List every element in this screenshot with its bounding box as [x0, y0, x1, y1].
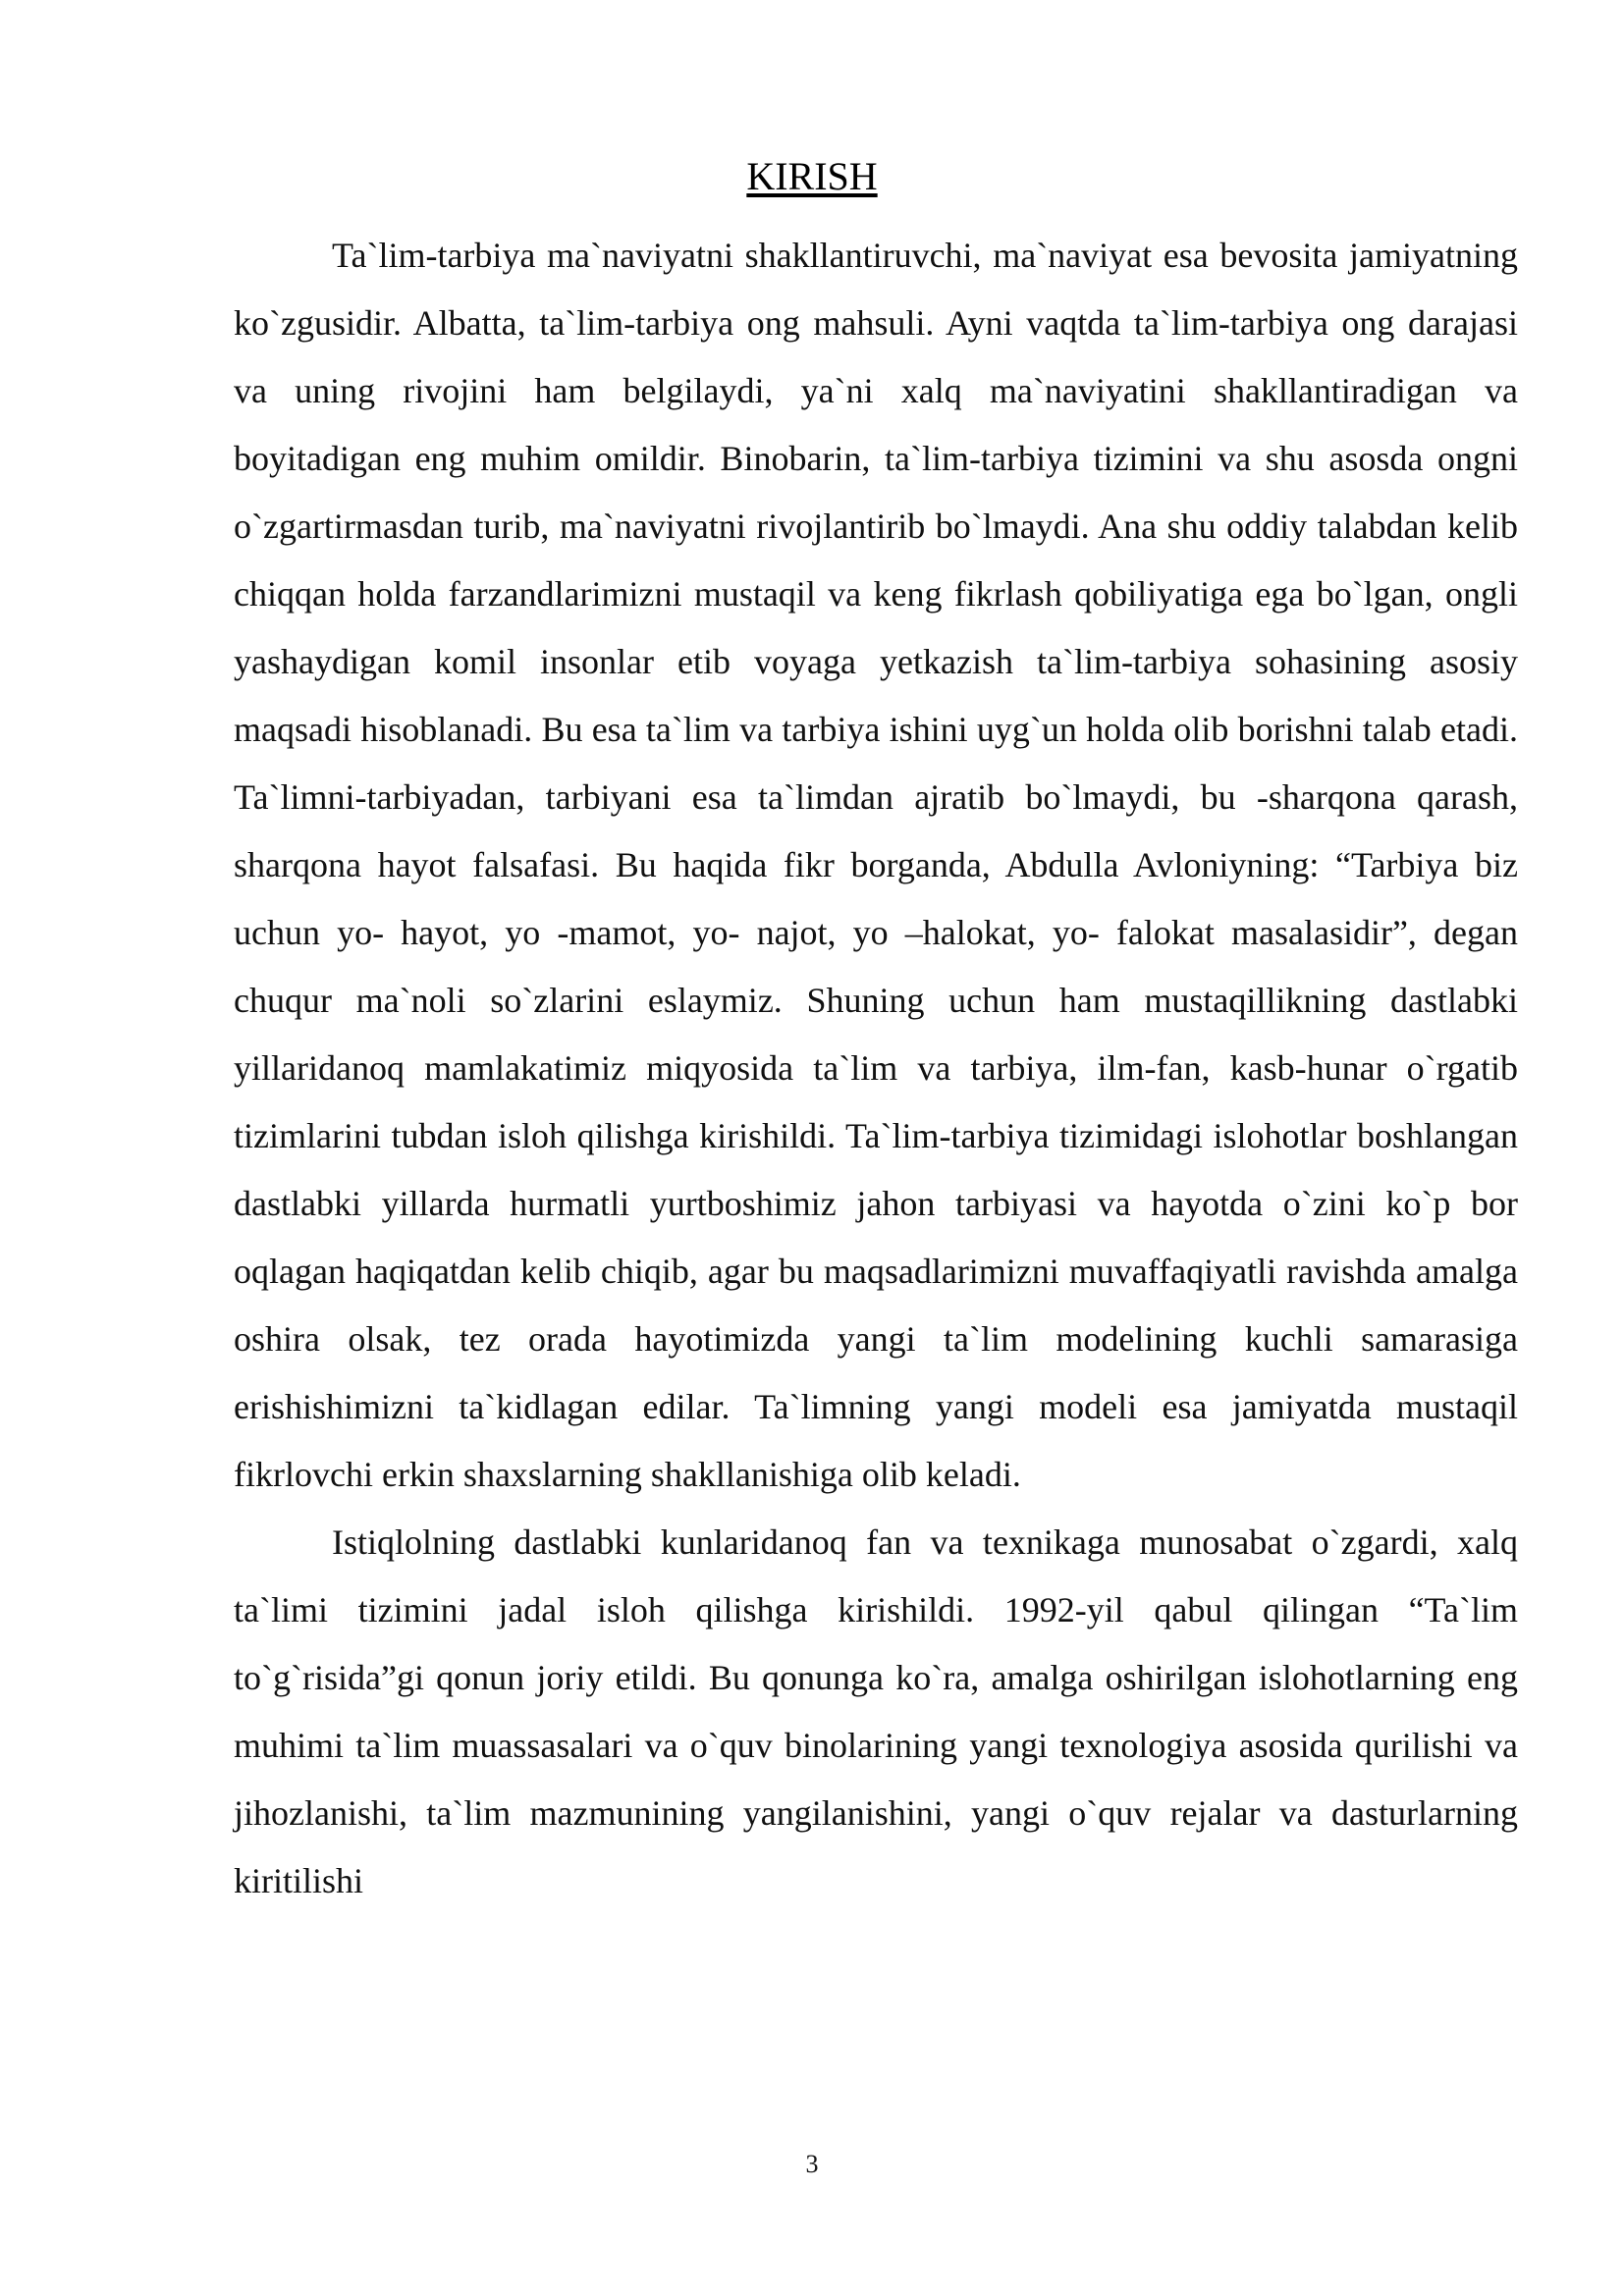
- paragraph: Ta`lim-tarbiya ma`naviyatni shakllantiruvchi, ma`naviyat esa bevosita jamiyatning ko`zgusidir. Albatta, ta`lim-tarbiya ong mahsuli. Ayni vaqtda ta`lim-tarbiya ong darajasi va uning rivojini ham belgilaydi, ya`ni xalq ma`naviyatini shakllantiradigan va boyitadigan eng muhim omildir. Binobarin, ta`lim-tarbiya tizimini va shu asosda ongni o`zgartirmasdan turib, ma`naviyatni rivojlantirib bo`lmaydi. Ana shu oddiy talabdan kelib chiqqan holda farzandlarimizni mustaqil va keng fikrlash qobiliyatiga ega bo`lgan, ongli yashaydigan komil insonlar etib voyaga yetkazish ta`lim-tarbiya sohasining asosiy maqsadi hisoblanadi. Bu esa ta`lim va tarbiya ishini uyg`un holda olib borishni talab etadi. Ta`limni-tarbiyadan, tarbiyani esa ta`limdan ajratib bo`lmaydi, bu -sharqona qarash, sharqona hayot falsafasi. Bu haqida fikr borganda, Abdulla Avloniyning: “Tarbiya biz uchun yo- hayot, yo -mamot, yo- najot, yo –halokat, yo- falokat masalasidir”, degan chuqur ma`noli so`zlarini eslaymiz. Shuning uchun ham mustaqillikning dastlabki yillaridanoq mamlakatimiz miqyosida ta`lim va tarbiya, ilm-fan, kasb-hunar o`rgatib tizimlarini tubdan isloh qilishga kirishildi. Ta`lim-tarbiya tizimidagi islohotlar boshlangan dastlabki yillarda hurmatli yurtboshimiz jahon tarbiyasi va hayotda o`zini ko`p bor oqlagan haqiqatdan kelib chiqib, agar bu maqsadlarimizni muvaffaqiyatli ravishda amalga oshira olsak, tez orada hayotimizda yangi ta`lim modelining kuchli samarasiga erishishimizni ta`kidlagan edilar. Ta`limning yangi modeli esa jamiyatda mustaqil fikrlovchi erkin shaxslarning shakllanishiga olib keladi.: [234, 236, 1518, 1494]
- page-title: [0, 153, 1624, 199]
- title-text: KIRISH: [746, 154, 878, 198]
- page-number: 3: [805, 2150, 819, 2178]
- body-text: [234, 222, 1518, 1915]
- paragraph: Istiqlolning dastlabki kunlaridanoq fan va texnikaga munosabat o`zgardi, xalq ta`limi tizimini jadal isloh qilishga kirishildi. 1992-yil qabul qilingan “Ta`lim to`g`risida”gi qonun joriy etildi. Bu qonunga ko`ra, amalga oshirilgan islohotlarning eng muhimi ta`lim muassasalari va o`quv binolarining yangi texnologiya asosida qurilishi va jihozlanishi, ta`lim mazmunining yangilanishini, yangi o`quv rejalar va dasturlarning kiritilishi: [234, 1522, 1518, 1900]
